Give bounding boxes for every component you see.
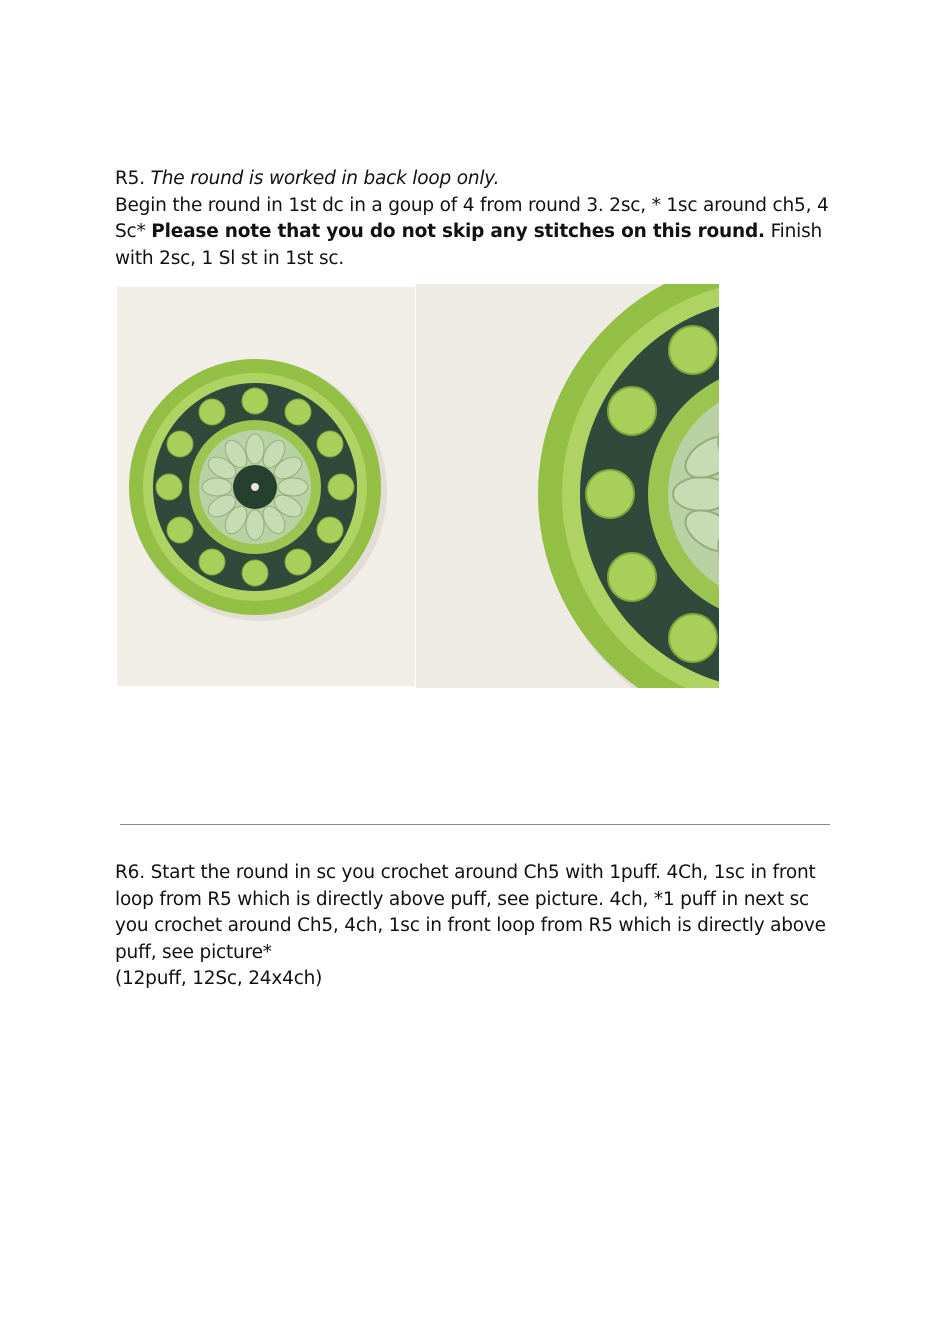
round-6-stitch-counts: (12puff, 12Sc, 24x4ch) <box>115 968 323 989</box>
round-5-subtitle: The round is worked in back loop only. <box>150 168 500 189</box>
round-5-body <box>115 193 835 273</box>
round-5-instructions <box>115 166 835 272</box>
round-5-steps: Begin the round in 1st dc in a goup of 4 from round 3. 2sc, * 1sc around ch5, 4 Sc* <box>115 194 829 242</box>
round-5-label: R5. <box>115 168 145 189</box>
crochet-motif-full-photo <box>117 287 415 686</box>
section-divider <box>120 824 830 825</box>
round-5-finish: Finish with 2sc, 1 Sl st in 1st sc. <box>115 221 823 269</box>
motif-closeup-image <box>416 284 719 688</box>
round-5-note: Please note that you do not skip any stitches on this round. <box>151 221 765 242</box>
round-6-body: R6. Start the round in sc you crochet around Ch5 with 1puff. 4Ch, 1sc in front loop from R5 which is directly above puff, see picture. 4ch, *1 puff in next sc you crochet around Ch5, 4ch, 1sc in front loop from R5 which is directly above puff, see picture* <box>115 862 826 963</box>
round-6-instructions <box>115 860 835 993</box>
crochet-motif-closeup-photo <box>416 284 719 688</box>
round-5-heading <box>115 166 835 193</box>
motif-full-image <box>117 287 415 686</box>
